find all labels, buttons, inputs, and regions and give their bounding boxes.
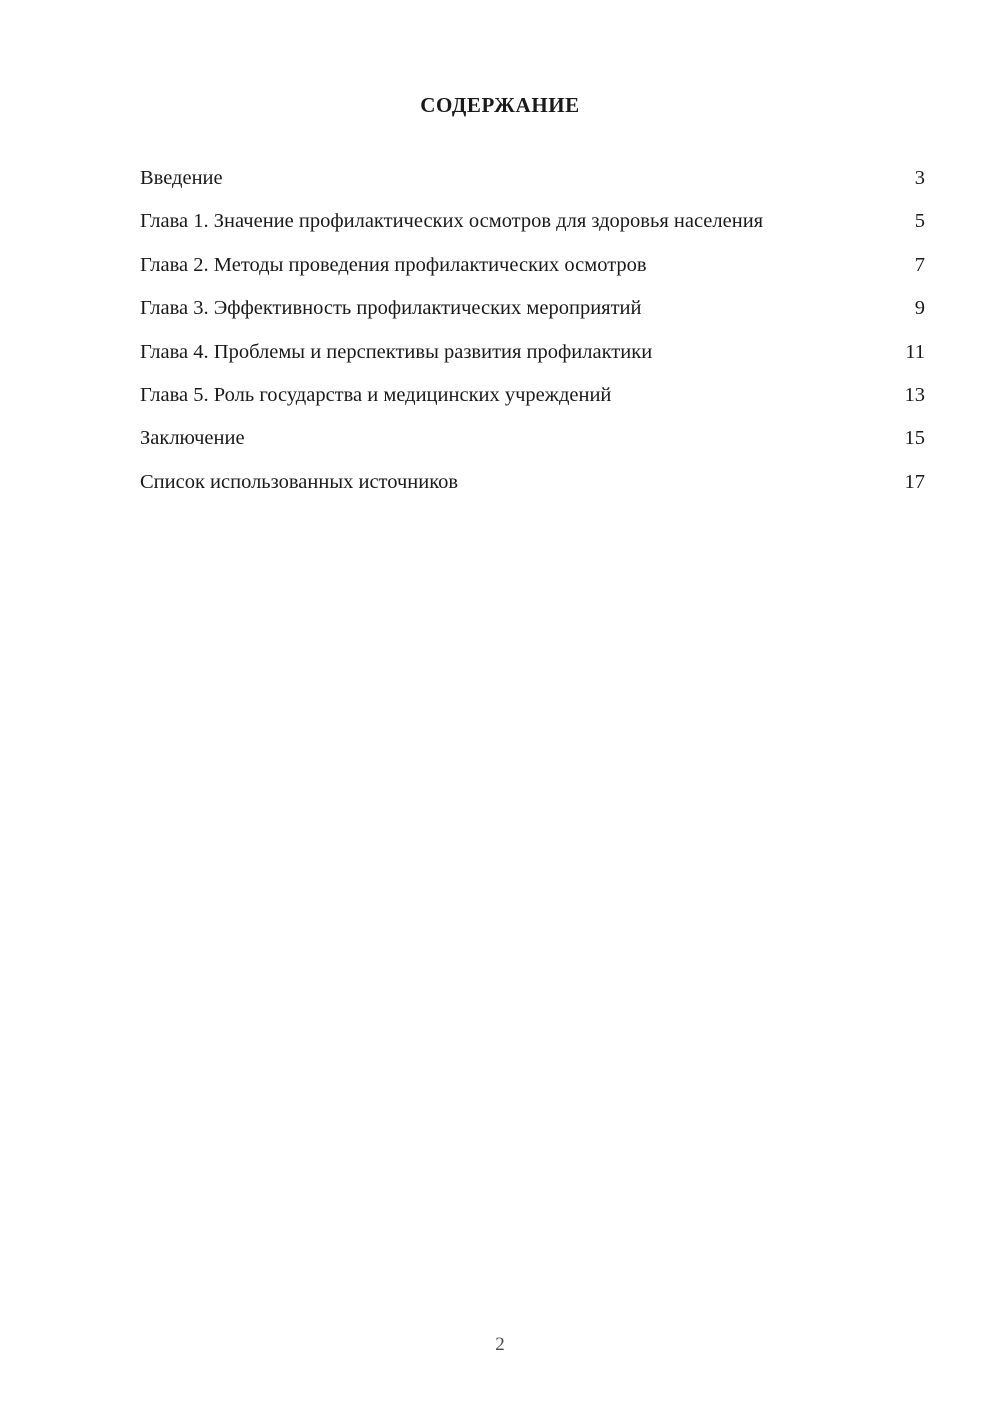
toc-entry-label: Глава 3. Эффективность профилактических мероприятий [140,297,642,320]
toc-entry-label: Заключение [140,427,245,450]
toc-entry-label: Глава 4. Проблемы и перспективы развития профилактики [140,340,653,363]
toc-entry-label: Введение [140,167,223,189]
toc-entry-label: Глава 5. Роль государства и медицинских учреждений [140,383,612,406]
toc-entry[interactable] [140,466,925,498]
table-of-contents [140,162,925,509]
toc-entry-label: Глава 2. Методы проведения профилактических осмотров [140,253,647,276]
toc-entry-page: 7 [914,253,925,276]
toc-entry-page: 15 [904,427,925,450]
page-title: СОДЕРЖАНИЕ [420,93,580,117]
toc-entry-page: 3 [914,167,925,189]
toc-entry[interactable] [140,336,925,368]
page-number-footer: 2 [495,1334,505,1355]
toc-entry[interactable] [140,205,925,237]
toc-entry-page: 17 [904,470,925,493]
toc-entry-page: 13 [904,383,925,406]
toc-entry-label: Список использованных источников [140,470,459,493]
toc-entry-page: 9 [914,297,925,320]
toc-entry[interactable] [140,249,925,281]
toc-entry-page: 5 [914,210,925,233]
toc-entry-page: 11 [905,340,925,363]
toc-entry[interactable] [140,422,925,454]
toc-entry[interactable] [140,292,925,324]
toc-entry[interactable] [140,162,925,194]
toc-entry-label: Глава 1. Значение профилактических осмотров для здоровья населения [140,210,764,233]
toc-entry[interactable] [140,379,925,411]
